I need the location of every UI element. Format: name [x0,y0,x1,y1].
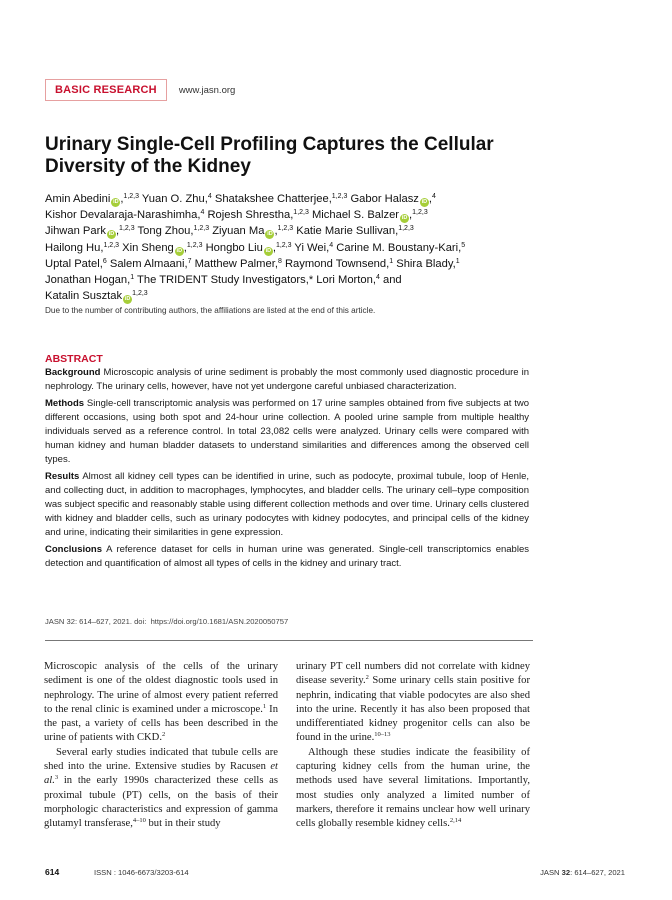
conclusions-label: Conclusions [45,544,103,555]
author-name[interactable]: Jihwan Park [45,225,106,238]
author-name[interactable]: Raymond Townsend [284,257,387,270]
author-name[interactable]: Lori Morton [316,274,373,287]
article-header [45,79,235,101]
abstract-section [45,353,529,574]
body-column-right [296,660,530,832]
orcid-icon[interactable]: iD [108,231,115,238]
author-name[interactable]: Gabor Halasz [350,193,419,205]
section-divider [45,640,533,641]
affiliation-marker: 4 [200,209,205,217]
author-name[interactable]: Xin Sheng [122,241,174,254]
author-entry: Gabor Halasz iD ,$^4$ [350,193,436,205]
affiliation-marker: 4 [375,274,380,282]
author-entry: Shira Blady,$^1$ [396,257,460,270]
reference-link[interactable]: 3 [54,774,59,782]
doi-link[interactable]: https://doi.org/10.1681/ASN.2020050757 [150,617,289,626]
author-name[interactable]: Shatakshee Chatterjee [214,193,329,205]
affiliation-marker: 1,2,3 [193,225,210,233]
author-name[interactable]: Yi Wei [294,241,327,254]
orcid-icon[interactable]: iD [421,199,428,205]
background-text: Microscopic analysis of urine sediment is probably the most commonly used diagnostic procedure in nephrology. The urinary cells, however, have not yet undergone careful unbiased characterization. [45,367,530,392]
affiliation-note: Due to the number of contributing authors, the affiliations are listed at the end of this article. [45,306,376,315]
author-name[interactable]: Yuan O. Zhu [141,193,205,205]
author-name[interactable]: Hailong Hu [45,241,101,254]
issn: ISSN : 1046-6673/3203-614 [94,868,189,877]
affiliation-marker: 1,2,3 [293,209,309,217]
author-name[interactable]: Shira Blady [396,257,453,270]
affiliation-marker: * [308,274,314,287]
author-entry: Salem Almaani,$^7$ [109,257,192,270]
background-label: Background [45,367,101,378]
author-name[interactable]: Katie Marie Sullivan [296,225,396,238]
orcid-icon[interactable]: iD [124,296,131,303]
methods-text: Single-cell transcriptomic analysis was performed on 17 urine samples obtained from five subjects at two different occasions, using both spot and 24-hour urine collection. A pooled urine sample from multiple healthy individuals served as a reference control. In total 23,082 cells were analyzed. Urinary cells were compared with human kidney and human bladder datasets to understand similarities and differences among the observed cell types. [45,398,530,465]
author-entry: Ziyuan Ma iD ,$^{1,2,3}$ [212,225,294,238]
author-entry: Kishor Devalaraja-Narashimha,$^4$ [45,209,205,222]
author-name[interactable]: Tong Zhou [137,225,191,238]
affiliation-marker: 1,2,3 [331,193,348,200]
reference-link[interactable]: 2 [365,674,369,682]
affiliation-marker: 4 [432,193,436,200]
reference-link[interactable]: 1 [262,702,267,710]
author-entry: Amin Abedini iD ,$^{1,2,3}$ [45,193,139,205]
affiliation-marker: 1,2,3 [412,209,428,217]
methods-label: Methods [45,398,85,409]
author-entry: Rojesh Shrestha,$^{1,2,3}$ [207,209,309,222]
orcid-icon[interactable]: iD [113,199,119,205]
affiliation-marker: 1 [389,257,394,265]
author-entry: The TRIDENT Study Investigators,* [137,274,314,287]
affiliation-marker: 1,2,3 [398,225,414,233]
author-name[interactable]: Uptal Patel [45,257,100,270]
orcid-icon[interactable]: iD [265,247,272,254]
abstract-methods [45,397,529,467]
author-entry: Jonathan Hogan,$^1$ [45,274,135,287]
author-list: Amin Abedini iD ,$^{1,2,3}$ Yuan O. Zhu,$^4$ Shatakshee Chatterjee,$^{1,2,3}$ Gabor Halasz iD ,$^4$ Kishor Devalaraja-Narashimha,$^4$ Rojesh Shrestha,$^{1,2,3}$ Michael S. Balzer iD ,$^{1,2,3}$ Jihwan Park iD ,$^{1,2,3}$ Tong Zhou,$^{1,2,3}$ Ziyuan Ma iD ,$^{1,2,3}$ Katie Marie Sullivan,$^{1,2,3}$ Hailong Hu,$^{1,2,3}$ Xin Sheng iD ,$^{1,2,3}$ Hongbo Liu iD ,$^{1,2,3}$ Yi Wei,$^4$ Carine M. Boustany-Kari,$^5$ Uptal Patel,$^6$ Salem Almaani,$^7$ Matthew Palmer,$^8$ Raymond Townsend,$^1$ Shira Blady,$^1$ Jonathan Hogan,$^1$ The TRIDENT Study Investigators,* Lori Morton,$^4$ and Katalin Susztak iD$^{1,2,3}$ [45,193,466,303]
affiliation-marker: 1,2,3 [123,193,139,200]
author-entry: Katie Marie Sullivan,$^{1,2,3}$ [296,225,414,238]
affiliation-marker: 7 [187,257,192,265]
affiliation-marker: 1,2,3 [277,225,294,233]
author-name[interactable]: Carine M. Boustany-Kari [336,241,459,254]
author-name[interactable]: Salem Almaani [109,257,185,270]
author-entry: Lori Morton,$^4$ [316,274,380,287]
author-name[interactable]: Katalin Susztak [45,290,123,303]
reference-link[interactable]: 4–10 [132,817,146,825]
affiliation-marker: 1 [455,257,460,265]
orcid-icon[interactable]: iD [176,247,183,254]
affiliation-marker: 8 [277,257,282,265]
author-entry: Uptal Patel,$^6$ [45,257,107,270]
reference-link[interactable]: 2 [162,731,166,739]
conclusions-text: A reference dataset for cells in human urine was generated. Single-cell transcriptomics enables detection and quantification of almost all types of cells in the kidney and urinary tract. [45,544,529,569]
journal-reference: JASN 32: 614–627, 2021 [540,868,625,877]
abstract-results [45,470,529,540]
affiliation-marker: 1,2,3 [186,241,203,249]
reference-link[interactable]: 2,14 [449,817,462,825]
author-entry: Jihwan Park iD ,$^{1,2,3}$ [45,225,135,238]
author-entry: Yuan O. Zhu,$^4$ [141,193,212,205]
author-name[interactable]: Hongbo Liu [205,241,263,254]
affiliation-marker: 1,2,3 [119,225,135,233]
author-entry: Tong Zhou,$^{1,2,3}$ [137,225,210,238]
author-entry: Hongbo Liu iD ,$^{1,2,3}$ [205,241,292,254]
page-number: 614 [45,867,60,877]
results-text: Almost all kidney cell types can be identified in urine, such as podocyte, proximal tubule, loop of Henle, and collecting duct, in addition to macrophages, lymphocytes, and bladder cells. The urinary cell–type composition was subject specific and reasonably stable using different collection methods and over time. Urinary cells clustered with kidney and bladder cells, such as urinary podocytes with kidney podocytes, and principal cells of the kidney and urine, indicating their similarities in gene expression. [45,471,529,538]
affiliation-marker: 5 [461,241,466,249]
author-entry: Yi Wei,$^4$ [294,241,334,254]
affiliation-marker: 4 [207,193,212,200]
affiliation-marker: 6 [102,257,107,265]
affiliation-marker: 1 [130,274,135,282]
abstract-conclusions [45,543,529,571]
section-badge: BASIC RESEARCH [45,79,167,101]
orcid-icon[interactable]: iD [401,215,408,222]
journal-website-link[interactable]: www.jasn.org [178,84,236,96]
body-paragraph: Several early studies indicated that tubule cells are shed into the urine. Extensive studies by Racusen et al.$^3$ in the early 1990s characterized these cells as proximal tubule (PT) cells, on the basis of their morphologic characteristics and expression of gamma glutamyl transferase,$^{4-10}$ but in their study [44,746,278,830]
author-name[interactable]: Rojesh Shrestha [207,209,291,222]
author-name[interactable]: Amin Abedini [45,193,111,205]
author-entry: Shatakshee Chatterjee,$^{1,2,3}$ [214,193,348,205]
page-footer [45,867,625,877]
affiliation-marker: 1,2,3 [132,290,148,298]
body-column-left [44,660,278,832]
citation-line [45,617,288,626]
citation-text: JASN 32: 614–627, 2021. doi: [45,617,147,626]
body-paragraph: Although these studies indicate the feasibility of capturing kidney cells from the human urine, the methods used have several limitations. Importantly, most studies only analyzed a limited number of markers, therefore it remains unclear how well urinary cells globally resemble kidney cells.$^{2,14}$ [296,746,530,830]
reference-link[interactable]: 10–13 [374,731,391,739]
results-label: Results [45,471,80,482]
affiliation-marker: 4 [329,241,334,249]
author-entry: Hailong Hu,$^{1,2,3}$ [45,241,120,254]
author-name[interactable]: Matthew Palmer [194,257,275,270]
affiliation-marker: 1,2,3 [103,241,120,249]
author-name[interactable]: The TRIDENT Study Investigators [137,274,306,287]
abstract-background [45,366,529,394]
author-name[interactable]: Michael S. Balzer [311,209,400,222]
affiliation-marker: 1,2,3 [275,241,292,249]
author-name[interactable]: Ziyuan Ma [212,225,265,238]
author-name[interactable]: Jonathan Hogan [45,274,128,287]
body-paragraph: urinary PT cell numbers did not correlate with kidney disease severity.$^2$ Some urinary cells stain positive for nephrin, indicating that viable podocytes are also shed into the urine. Recently it has also been proposed that undifferentiated kidney progenitor cells can also be found in the urine.$^{10-13}$ [296,661,530,744]
author-entry: Matthew Palmer,$^8$ [194,257,282,270]
author-entry: Carine M. Boustany-Kari,$^5$ [336,241,466,254]
author-entry: Xin Sheng iD ,$^{1,2,3}$ [122,241,203,254]
author-entry: Raymond Townsend,$^1$ [284,257,394,270]
author-entry [45,290,148,302]
article-title: Urinary Single-Cell Profiling Captures the Cellular Diversity of the Kidney [45,134,494,177]
abstract-heading: ABSTRACT [45,353,103,365]
author-entry: Michael S. Balzer iD ,$^{1,2,3}$ [311,209,428,222]
body-paragraph: Microscopic analysis of the cells of the urinary sediment is one of the oldest diagnostic tools used in nephrology. The urine of almost every patient referred to the renal clinic is examined under a microscope.$^1$ In the past, a variety of cells has been described in the urine of patients with CKD.$^2$ [44,661,278,744]
author-name[interactable]: Kishor Devalaraja-Narashimha [45,209,198,222]
orcid-icon[interactable]: iD [267,231,273,238]
